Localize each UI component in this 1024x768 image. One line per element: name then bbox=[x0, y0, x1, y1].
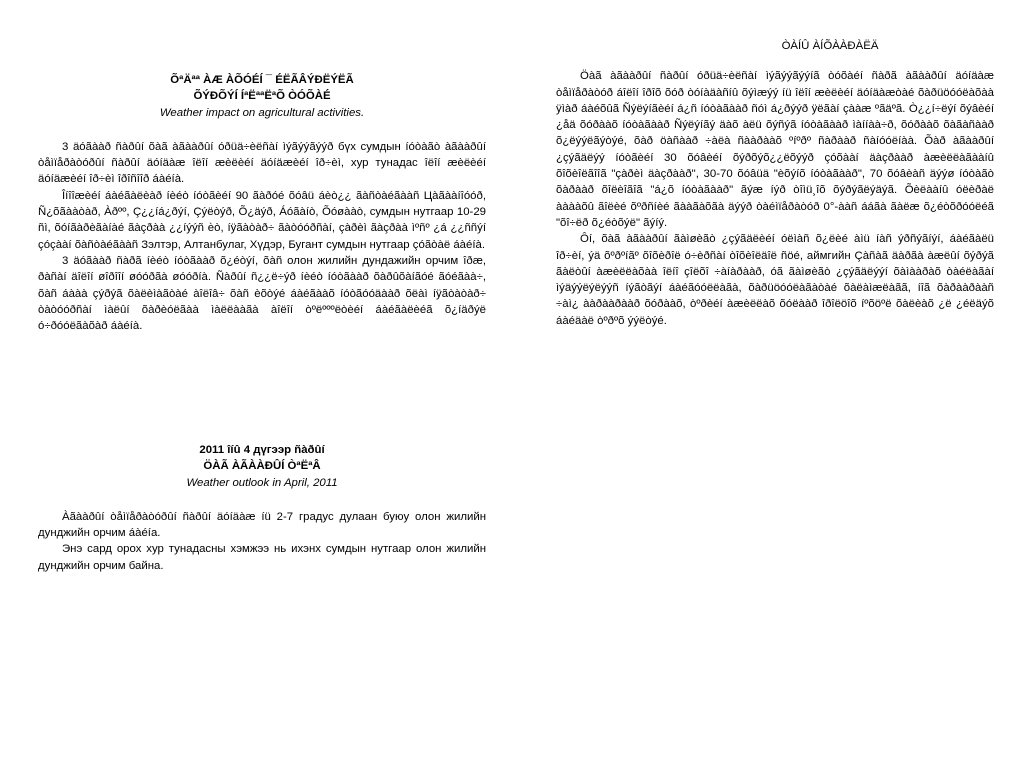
impact-title-line1: ÕªÄªª ÀÆ ÀÕÓÉÍ ¯ ÉËÃÂÝÐËÝËÃ bbox=[170, 74, 354, 86]
outlook-paragraph-1: Àãààðûí òåìïåðàòóðûí ñàðûí äóíäàæ íü 2-7 градус дулаан буюу олон жилийн дунджийн орчим áàéíа. bbox=[38, 510, 486, 540]
impact-paragraph-2: Îíîîæèéí áàéãàëèàð íèéò íóòãèéí 90 ãàðóé õóâü áèò¿¿ ãàñòàéãààñ Цàãààíîóóð, Ñ¿õãààòàð, Àðºº, Ç¿¿íá¿ðýí, Çýëòýð, Õ¿äýð, Áóãàíò, Õóøààò, сумдын нутгаар 10-29 ñì, õóíãàðèãàíàé ãàçðàà ¿¿íýýñ ѐò, íÿãàòàð÷ ãàòóóðñàí, çàðèì ãàçðàà ìºñº ¿á ¿¿ññýí çóçààí õàñòàéãààñ Зэлтэр, Алтанбулаг, Хүдэр, Бугант сумдын нутгаар çóãòàë áàéíà. bbox=[38, 189, 486, 251]
impact-title-line2: ÕÝÐÕÝÍ ÍªËªªËªÕ ÒÓÕÀÉ bbox=[193, 90, 331, 103]
notice-paragraph-2: Ôí, õàã àãààðûí ãàìøèãò ¿çýãäëèéí óëìàñ õ¿ëèé àìü íàñ ýðñýãíýí, áàéãàëü îð÷èí, ýä õºðºíãº õîõèðîë ó÷èðñàí òîõèîëäîë ñöé, аймгийн Çàñàã äàðãà àæëûí õýðýã ãàëòûí àæèëëàõàà îëíî çîëõî ÷àíàðààð, óã ãàìøèãò ¿çýãäëýýí õàìààðàõ òàéëàãàí ìýäýýëýëýýñ íýãòãýí áàéãóóëëàãà, õàðüöóóëàãàòàé õàëàìæëàãã, íîã õàðààðààñ ÷àì¿ ààðààðààð õóðààõ, òºðèéí àæèëëàõ õóëààð îðîëöîõ íºõöºë õàëèàõ ¿ë ¿éëäýõ áàéäàë òºðºõ ýýëòýé. bbox=[556, 233, 994, 327]
outlook-title-line2: ÖÀÃ ÀÃÀÀÐÛÍ ÒªËªÂ bbox=[203, 460, 321, 473]
spacer bbox=[38, 121, 486, 139]
impact-section bbox=[38, 72, 486, 334]
impact-paragraph-3: 3 äóãààð ñàðã íèéò íóòãààð õ¿éòýí, õàñ олон жилийн дундажийн орчим îðæ, ðàñàí äîëîí øîðîîí øóóðãà øóóðíà. Ñàðûí ñ¿¿ë÷ýð íèéò íóòãààð õàðûõàíãóé ãóéãàà÷, õàñ áààà çýðýã õàëèìàãòàé àîëîâ÷ õàñ èõòýé áàéãààõ íóòãóóäààð õëàì íÿãòàòàð÷ òàòóóðñàí ìàëûí õàðèóëãàà ìàëëààãà àîëîí òºëºººëòèéí áàéãàëèéã õ¿íäðýë ó÷ðóóëãàõàð áàéíà. bbox=[38, 254, 486, 333]
notice-paragraph-1: Öàã àãààðûí ñàðûí óðüä÷èëñàí ìýãýýãýýíã òóõàéí ñàðã àãààðûí äóíäàæ òåìïåðàòóð áîëîí îðîõ õóð òóíàäàñíû õýìæýý íü îëîí æèëèéí äóíäàæòàé õàðüöóóëàõàà ÿìàð áàéõûã Ñýëýíãèéí á¿ñ íóòàãààð ñóì á¿ðýýð ÿëãàí çààæ ºãäºã. Ò¿¿í÷ëýí õýâèéí ¿åä õóðààõ íóòàãààð Ñýëýíãý äàõ àëü õýñýã íóòàãààð ìàííàà÷ð, õóðààõ õàãàñààð õ¿ëýýëãýòýé, õàð öàñààð ÷àëà ñààðààõ ºíºðº ñàðààð ñàíóóëíàà. Õàð àãààðûí ¿çýãäëýý íóòãèéí 30 õóâèéí õýðõýõ¿¿ëõýýð çóõààí äàçðààð àæèëëàãààíû õîõèîëãîîã "çàðèì äàçðààð", 30-70 õóâüä "èõýíõ íóòàãààð", 70 õóâèàñ äýýø íóòàãò õàðààð õîëèîãîã "á¿õ íóòàãààð" ãýæ íýð òîìü¸îõ õýðýãëýäýã. Õèëààíû óëèðàë ààààõû ãîëèé õºðñíèé ãààãàõãà äýýð òàéìïåðàòóð 0°-ààñ ááãà ãàëæ õ¿éòõðóóëéã "õî÷ëð õ¿éòõýë" ãýíý. bbox=[556, 70, 994, 229]
right-column bbox=[556, 38, 994, 329]
impact-paragraph-1: 3 äóãààð ñàðûí õàã àãààðûí óðüä÷èëñàí ìýãýýãýýð бүх сумдын íóòàãò àãààðûí òåìïåðàòóðûí ñàðûí äóíäàæ îëîí æèëèéí äóíäæèéí îð÷èì, хур тунадас îëîí æèëèéí äóíäæèéí îð÷èì îðîñîîð áàéíà. bbox=[38, 140, 486, 186]
impact-title-english: Weather impact on agricultural activities. bbox=[159, 106, 365, 119]
outlook-paragraph-2: Энэ сард орох хур тунадасны хэмжээ нь ихэнх сумдын нутгаар олон жилийн дунджийн орчим байна. bbox=[38, 543, 486, 572]
outlook-section bbox=[38, 442, 486, 574]
outlook-title-line1: 2011 îíû 4 дүгээр ñàðûí bbox=[199, 444, 325, 456]
notice-title: ÒÀÍÛ ÀÍÕÀÀÐÀËÄ bbox=[781, 40, 879, 52]
outlook-title-english: Weather outlook in April, 2011 bbox=[186, 476, 338, 489]
spacer bbox=[38, 491, 486, 509]
